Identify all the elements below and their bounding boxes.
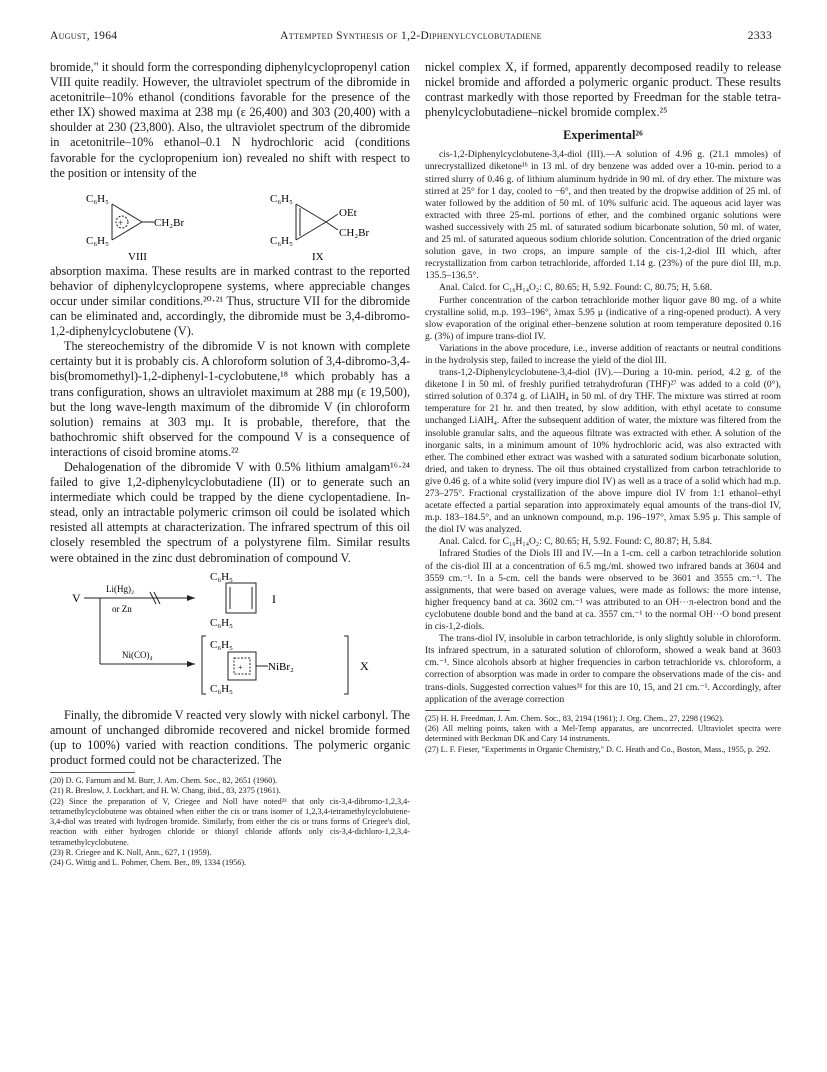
paragraph: nickel complex X, if formed, apparently decomposed readily to release nickel bromide and afforded a polymeric organic product. These results contrast markedly with those reported by Freedman for the stable tetraphenylcyclobutadiene–nickel bromide complex.²⁵ <box>425 60 781 120</box>
paragraph: The stereochemistry of the dibromide V is not known with complete certainty but it is probably cis. A chloroform solution of 3,4-dibromo-3,4-bis(bromomethyl)-1,2-diphenyl-1-cyclobutene,¹⁸ which probably has a trans configuration, shows an ultraviolet maximum at 288 mμ (ε 19,500), but the long wave-length maximum of the dibromide V (in chloroform solution) remains at 303 mμ. It is probable, therefore, that the bathochromic shift observed for the compound V is a consequence of interactions of cisoid bromine atoms.²² <box>50 339 410 459</box>
section-heading: Experimental²⁶ <box>563 128 643 143</box>
left-column <box>50 60 410 869</box>
cyclopropene-ring <box>296 204 338 240</box>
footnotes <box>50 776 410 869</box>
reagent-label: or Zn <box>112 603 132 614</box>
reaction-scheme <box>50 570 410 704</box>
analysis-line: Anal. Calcd. for C₁₆H₁₄O₂: C, 80.65; H, 5.92. Found: C, 80.75; H, 5.68. <box>439 283 713 294</box>
analysis-line: Anal. Calcd. for C₁₆H₁₄O₂: C, 80.65; H, 5.92. Found: C, 80.87; H, 5.84. <box>439 537 713 548</box>
paragraph: cis-1,2-Diphenylcyclobutene-3,4-diol (III).—A solution of 4.96 g. (21.1 mmoles) of unrecrystallized diketone¹ᵇ in 13 ml. of dry benzene was added over a 10-min. period to a stirred slurry of 0.46 g. of lithium aluminum hydride in 90 ml. of dry ether. The mixture was stirred at 25° for 1 day, cooled to −6°, and then treated by the dropwise addition of 25 ml. of water followed by the addition of 50 ml. of 10% sulfuric acid. The aqueous acid layer was extracted with three 25-ml. portions of ether, and the combined organic solutions were washed successively with 25 ml. of saturated sodium bicarbonate solution, 50 ml. of water, and 25 ml. of saturated aqueous sodium chloride solution. Concentration of the dried organic solution gave, in two crops, an impure sample of the cis-1,2-diol III which, after recrystallization from carbon tetrachloride, afforded 1.14 g. (23%) of the pure diol III, m.p. 135.5–136.5°. <box>425 150 781 282</box>
phenyl-label: C₆H₅ <box>210 638 233 651</box>
footnote: (21) R. Breslow, J. Lockhart, and H. W. Chang, ibid., 83, 2375 (1961). <box>50 786 281 796</box>
phenyl-label: C₆H₅ <box>270 234 293 247</box>
compound-label: VIII <box>128 250 147 262</box>
paragraph: trans-1,2-Diphenylcyclobutene-3,4-diol (IV).—During a 10-min. period, 4.2 g. of the diketone I in 50 ml. of freshly purified tetrahydrofuran (THF)²⁷ was added to a cold (0°), stirred solution of 0.374 g. of LiAlH₄ in 50 ml. of dry THF. The mixture was stirred at room temperature for 21 hr. and then treated, by slow addition, with ethyl acetate to consume unchanged LiAlH₄. After the subsequent addition of water, the mixture was filtered from the insoluble granular salts, and the aqueous filtrate was extracted with ether. A solution of the inorganic salts, in a minimum amount of 10% hydrochloric acid, was also extracted with ether. The combined ether extract was washed with a saturated sodium bicarbonate solution, dried, and taken to dryness. The oil thus obtained crystallized from carbon tetrachloride to give 0.46 g. of a white solid (very impure diol IV) as well as a trace of a solid which had m.p. 273–275°. Fractional crystallization of the above impure diol IV from 1:1 ethanol–ethyl acetate effected a partial separation into approximately equal amounts of the trans-diol IV, m.p. 183–184.5°, and an unknown compound, m.p. 196–197°, λmax 5.95 μ. This sample of the diol IV was analyzed. <box>425 368 781 536</box>
substituent-label: CH₂Br <box>154 216 185 229</box>
footnote: (26) All melting points, taken with a Mel-Temp apparatus, are uncorrected. Ultraviolet spectra were determined with Beckman DK and Cary 14 instruments. <box>425 723 781 744</box>
page-number: 2333 <box>747 30 772 42</box>
header-title: Attempted Synthesis of 1,2-Diphenylcyclobutadiene <box>280 30 542 42</box>
compound-label: X <box>360 658 369 673</box>
footnote: (20) D. G. Farnum and M. Burr, J. Am. Chem. Soc., 82, 2651 (1960). <box>50 776 278 785</box>
phenyl-label: C₆H₅ <box>86 234 109 247</box>
compound-label: I <box>272 591 276 606</box>
paragraph: Variations in the above procedure, i.e., inverse addition of reactants or neutral conditions in the hydrolysis step, failed to increase the yield of the diol III. <box>425 343 781 366</box>
svg-text:+: + <box>118 217 124 228</box>
footnotes <box>425 714 781 755</box>
substituent-label: CH₂Br <box>339 226 370 239</box>
reagent-label: NiBr₂ <box>268 660 294 673</box>
footnote-rule <box>50 772 135 773</box>
paragraph: Dehalogenation of the dibromide V with 0.5% lithium amalgam¹⁶·²⁴ failed to give 1,2-diphenylcyclobutadiene (II) or to generate such an intermediate which could be trapped by the diene cyclopentadiene. Instead, only an intractable polymeric crimson oil could be isolated which resisted all attempts at characterization. The infrared spectrum of this oil closely resembled the spectrum of a polystyrene film. Similar results were obtained in the zinc dust debromination of compound V. <box>50 459 410 565</box>
right-column <box>425 60 781 755</box>
cyclobutadiene-ring <box>226 583 256 613</box>
running-header <box>50 30 772 46</box>
footnote: (25) H. H. Freedman, J. Am. Chem. Soc., 83, 2194 (1961); J. Org. Chem., 27, 2298 (1962). <box>425 713 724 723</box>
paragraph: Further concentration of the carbon tetrachloride mother liquor gave 80 mg. of a white crystalline solid, m.p. 193–196°, λmax 5.95 μ (indicative of a ring-opened product). A very slow evaporation of the original ether–benzene solution at room temperature deposited 0.16 g. (3%) of impure trans-diol IV. <box>425 295 781 342</box>
paragraph: Infrared Studies of the Diols III and IV.—In a 1-cm. cell a carbon tetrachloride solution of the cis-diol III at a concentration of 6.5 mg./ml. showed two infrared bands at 3604 and 3559 cm.⁻¹. In a 5-cm. cell the bands were observed to be 3601 and 3555 cm.⁻¹. The assignments, that were based on average values, were made as follows: the more intense, higher frequency band at ca. 3602 cm.⁻¹ was attributed to an OH···π-electron bond and the cyclobutene double bond and the band at ca. 3557 cm.⁻¹ to the normal OH···O bond present in cis-1,2-diols. <box>425 549 781 633</box>
paragraph: absorption maxima. These results are in marked contrast to the reported behavior of diphenylcyclopropene systems, where appreciable changes occur under similar conditions.²⁰·²¹ Thus, structure VII for the dibromide can be eliminated and, accordingly, the dibromide must be 3,4-dibromo-1,2-diphenylcyclobutene (V). <box>50 263 410 339</box>
paragraph: The trans-diol IV, insoluble in carbon tetrachloride, is only slightly soluble in chloroform. Its infrared spectrum, in a saturated solution of chloroform, showed a weak band at 3603 cm.⁻¹. Since alcohols absorb at higher frequencies in carbon tetrachloride vs. chloroform, a correction of absorption was made in order to compare the observations made of the cis- and trans-diols. Suggested correction values³¹ for this are 10, 15, and 21 cm.⁻¹. Accordingly, after application of the average correction <box>425 634 781 705</box>
structures-viii-ix <box>50 184 410 262</box>
reagent-label: Ni(CO)₄ <box>122 649 153 660</box>
footnote-rule <box>425 710 510 711</box>
phenyl-label: C₆H₅ <box>210 570 233 583</box>
substituent-label: OEt <box>339 206 357 219</box>
svg-text:+: + <box>238 662 243 672</box>
footnote: (22) Since the preparation of V, Criegee and Noll have noted²³ that only cis-3,4-dibromo-1,2,3,4-tetramethylcyclobutene was obtained when either the cis or trans isomer of 1,2,3,4-tetramethylcyclobutene-3,4-diol was treated with hydrogen bromide. Similarly, from either the cis or trans forms of Criegee's diol, reaction with either hydrogen chloride or thionyl chloride affords only cis-3,4-dichloro-1,2,3,4-tetramethylcyclobutene. <box>50 796 410 847</box>
nickel-complex-ring <box>228 652 268 680</box>
phenyl-label: C₆H₅ <box>210 682 233 695</box>
footnote: (27) L. F. Fieser, "Experiments in Organic Chemistry," D. C. Heath and Co., Boston, Mass., 1955, p. 292. <box>425 744 771 754</box>
footnote: (23) R. Criegee and K. Noll, Ann., 627, 1 (1959). <box>50 848 212 858</box>
compound-label: IX <box>312 250 324 262</box>
cyclopropenyl-ring <box>112 204 142 240</box>
phenyl-label: C₆H₅ <box>86 192 109 205</box>
footnote: (24) G. Wittig and L. Pohmer, Chem. Ber., 89, 1334 (1956). <box>50 858 247 868</box>
phenyl-label: C₆H₅ <box>210 616 233 629</box>
paragraph: Finally, the dibromide V reacted very slowly with nickel carbonyl. The amount of unchanged dibromide recovered and nickel bromide formed (up to 100%) varied with reaction conditions. The polymeric organic product formed could not be characterized. The <box>50 707 410 767</box>
paragraph: bromide," it should form the corresponding diphenylcyclopropenyl cation VIII quite readily. However, the ultraviolet spectrum of the dibromide in acetonitrile–10% ethanol (conditions favorable for the presence of the ether IX) showed maxima at 238 mμ (ε 26,400) and 303 (20,400) with a shoulder at 230 (23,800). Also, the ultraviolet spectrum of the dibromide in acetonitrile–10% ethanol–0.1 N hydrochloric acid (conditions favorable for the cyclopropenium ion) revealed no shift with respect to the position or intensity of the <box>50 60 410 180</box>
compound-label: V <box>72 590 81 605</box>
header-date: August, 1964 <box>50 30 118 42</box>
reagent-label: Li(Hg)₂ <box>106 583 135 594</box>
phenyl-label: C₆H₅ <box>270 192 293 205</box>
